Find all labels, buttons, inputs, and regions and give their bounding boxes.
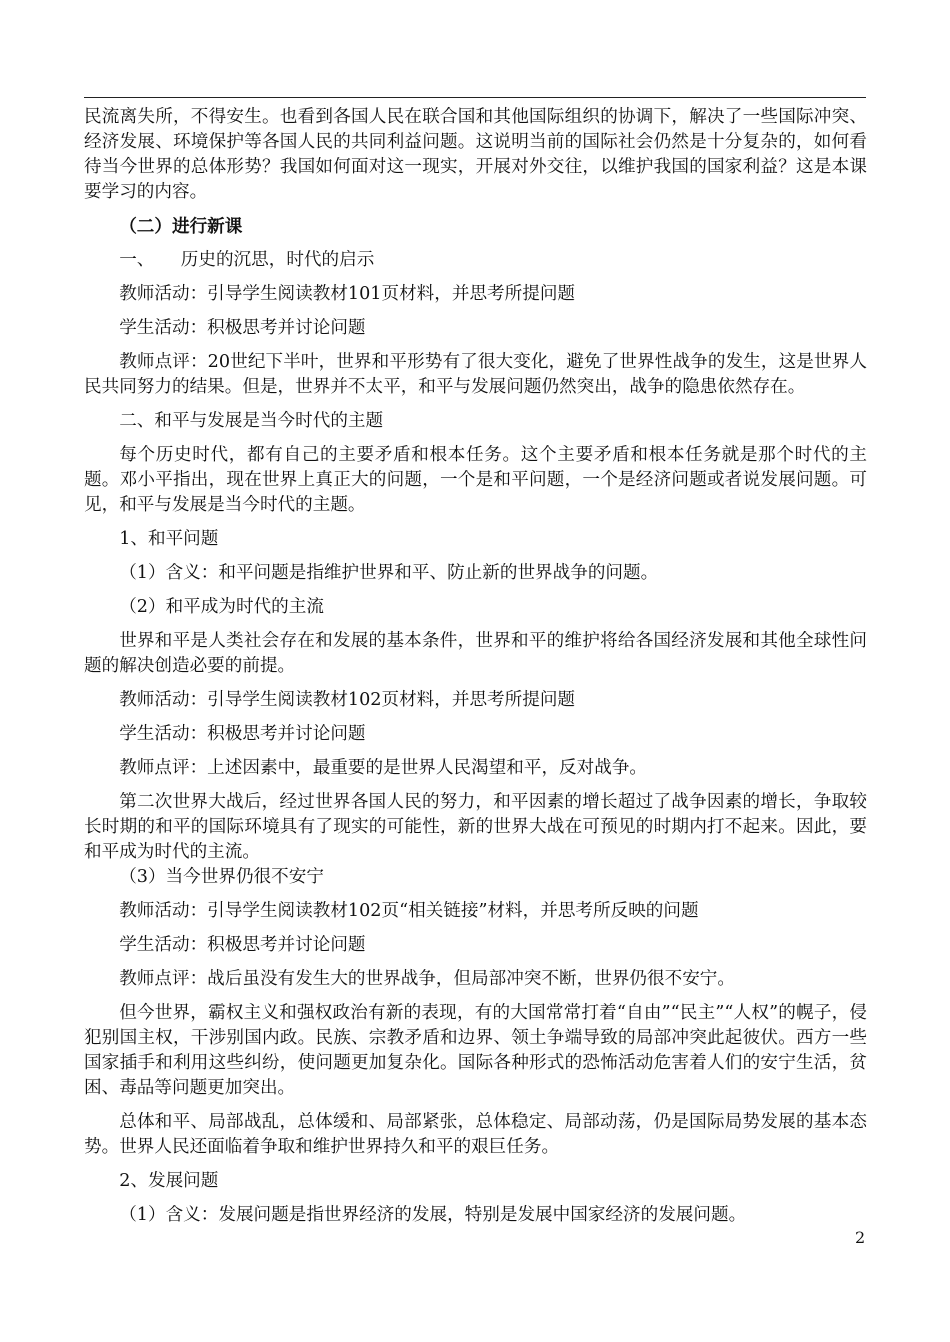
heading-development-issue: 2、发展问题 bbox=[119, 1171, 219, 1191]
paragraph-era-theme: 每个历史时代，都有自己的主要矛盾和根本任务。这个主要矛盾和根本任务就是那个时代的主题。邓小平指出，现在世界上真正大的问题，一个是和平问题，一个是经济问题或者说发展问题。可见，和平与发展是当今时代的主题。 bbox=[84, 445, 867, 515]
section-heading-new-lesson: （二）进行新课 bbox=[119, 216, 243, 237]
student-activity: 学生活动：积极思考并讨论问题 bbox=[119, 935, 366, 955]
page-number: 2 bbox=[855, 1228, 866, 1247]
teacher-activity: 教师活动：引导学生阅读教材102页材料，并思考所提问题 bbox=[119, 690, 576, 710]
teacher-activity: 教师活动：引导学生阅读教材101页材料，并思考所提问题 bbox=[119, 284, 576, 304]
paragraph-postwar-peace: 第二次世界大战后，经过世界各国人民的努力，和平因素的增长超过了战争因素的增长，争取较长时期的和平的国际环境具有了现实的可能性，新的世界大战在可预见的时期内打不起来。因此，要和平成为时代的主流。 bbox=[84, 792, 867, 862]
paragraph-hegemony: 但今世界，霸权主义和强权政治有新的表现，有的大国常常打着“自由”“民主”“人权”的幌子，侵犯别国主权，干涉别国内政。民族、宗教矛盾和边界、领土争端导致的局部冲突此起彼伏。西方一些国家插手和利用这些纠纷，使问题更加复杂化。国际各种形式的恐怖活动危害着人们的安宁生活，贫困、毒品等问题更加突出。 bbox=[84, 1003, 867, 1098]
student-activity: 学生活动：积极思考并讨论问题 bbox=[119, 724, 366, 744]
heading-peace-mainstream: （2）和平成为时代的主流 bbox=[119, 597, 324, 617]
development-definition: （1）含义：发展问题是指世界经济的发展，特别是发展中国家经济的发展问题。 bbox=[119, 1205, 747, 1225]
student-activity: 学生活动：积极思考并讨论问题 bbox=[119, 318, 366, 338]
teacher-activity: 教师活动：引导学生阅读教材102页“相关链接”材料，并思考所反映的问题 bbox=[119, 901, 699, 921]
page-body bbox=[84, 105, 867, 1228]
teacher-comment: 教师点评：上述因素中，最重要的是世界人民渴望和平，反对战争。 bbox=[119, 758, 648, 778]
peace-definition: （1）含义：和平问题是指维护世界和平、防止新的世界战争的问题。 bbox=[119, 563, 659, 583]
paragraph-peace-condition: 世界和平是人类社会存在和发展的基本条件，世界和平的维护将给各国经济发展和其他全球性问题的解决创造必要的前提。 bbox=[84, 631, 867, 676]
heading-peace-issue: 1、和平问题 bbox=[119, 529, 219, 549]
paragraph-intro-continued: 民流离失所，不得安生。也看到各国人民在联合国和其他国际组织的协调下，解决了一些国际冲突、经济发展、环境保护等各国人民的共同利益问题。这说明当前的国际社会仍然是十分复杂的，如何看待当今世界的总体形势？我国如何面对这一现实，开展对外交往，以维护我国的国家利益？这是本课要学习的内容。 bbox=[84, 107, 867, 202]
teacher-comment: 教师点评：20世纪下半叶，世界和平形势有了很大变化，避免了世界性战争的发生，这是世界人民共同努力的结果。但是，世界并不太平，和平与发展问题仍然突出，战争的隐患依然存在。 bbox=[84, 352, 867, 397]
paragraph-overall-situation: 总体和平、局部战乱，总体缓和、局部紧张，总体稳定、局部动荡，仍是国际局势发展的基本态势。世界人民还面临着争取和维护世界持久和平的艰巨任务。 bbox=[84, 1112, 867, 1157]
heading-part-two: 二、和平与发展是当今时代的主题 bbox=[119, 411, 384, 431]
heading-part-one: 一、 历史的沉思，时代的启示 bbox=[119, 250, 375, 270]
header-rule bbox=[84, 97, 866, 98]
teacher-comment: 教师点评：战后虽没有发生大的世界战争，但局部冲突不断，世界仍很不安宁。 bbox=[119, 969, 735, 989]
heading-world-unrest: （3）当今世界仍很不安宁 bbox=[119, 867, 324, 887]
